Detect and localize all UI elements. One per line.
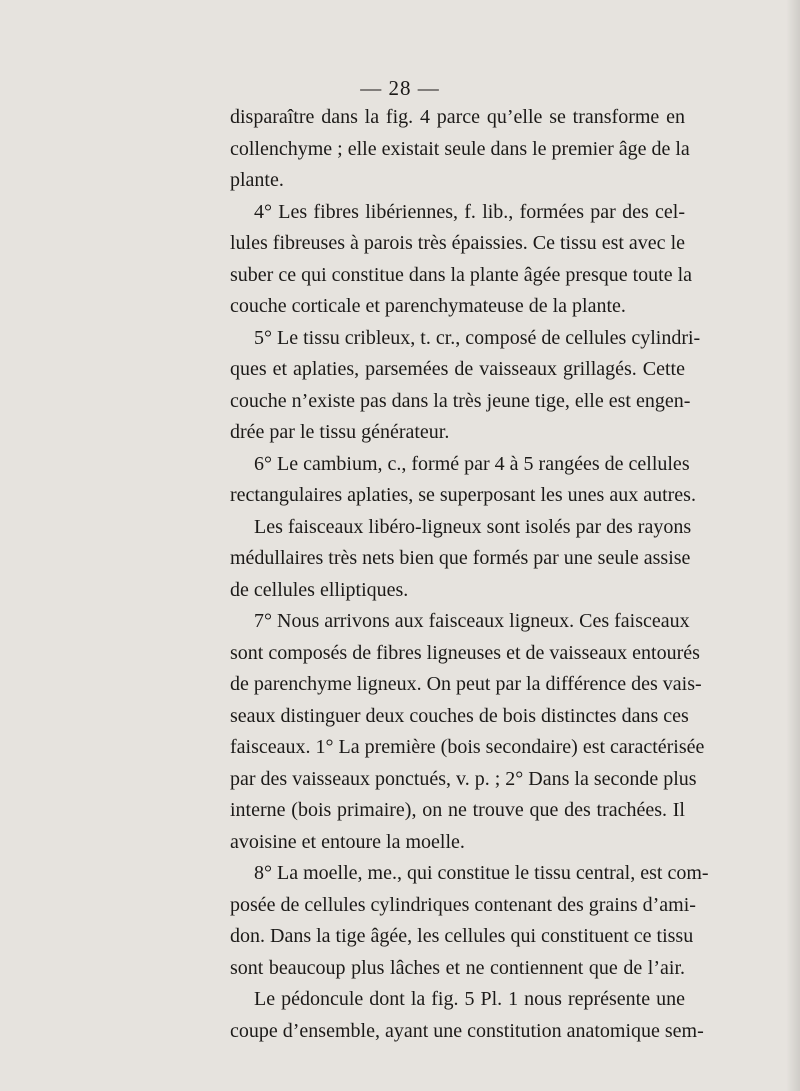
text-line: 7° Nous arrivons aux faisceaux ligneux. Ces faisceaux bbox=[254, 610, 690, 632]
text-line: disparaître dans la fig. 4 parce qu’elle se transforme en bbox=[230, 106, 685, 128]
text-line: de parenchyme ligneux. On peut par la différence des vais- bbox=[230, 673, 702, 695]
text-line: de cellules elliptiques. bbox=[230, 578, 409, 601]
text-line: sont beaucoup plus lâches et ne contiennent que de l’air. bbox=[230, 956, 685, 979]
text-line: par des vaisseaux ponctués, v. p. ; 2° Dans la seconde plus bbox=[230, 767, 697, 790]
text-line: 5° Le tissu cribleux, t. cr., composé de cellules cylindri- bbox=[254, 326, 701, 349]
text-line: don. Dans la tige âgée, les cellules qui constituent ce tissu bbox=[230, 925, 694, 947]
text-line: 6° Le cambium, c., formé par 4 à 5 rangées de cellules bbox=[254, 452, 690, 475]
text-line: couche n’existe pas dans la très jeune tige, elle est engen- bbox=[230, 389, 691, 412]
text-line: drée par le tissu générateur. bbox=[230, 421, 450, 443]
text-line: Le pédoncule dont la fig. 5 Pl. 1 nous représente une bbox=[254, 988, 685, 1010]
text-line: posée de cellules cylindriques contenant des grains d’ami- bbox=[230, 893, 696, 916]
text-line: coupe d’ensemble, ayant une constitution anatomique sem- bbox=[230, 1019, 704, 1042]
body-text bbox=[230, 102, 709, 1047]
text-line: collenchyme ; elle existait seule dans le premier âge de la bbox=[230, 137, 690, 160]
text-line: médullaires très nets bien que formés par une seule assise bbox=[230, 547, 691, 569]
text-line: Les faisceaux libéro-ligneux sont isolés par des rayons bbox=[254, 515, 692, 538]
text-line: 4° Les fibres libériennes, f. lib., formées par des cel- bbox=[254, 200, 685, 223]
text-line: plante. bbox=[230, 169, 284, 191]
text-line: sont composés de fibres ligneuses et de vaisseaux entourés bbox=[230, 641, 700, 664]
text-line: lules fibreuses à parois très épaissies. Ce tissu est avec le bbox=[230, 232, 685, 254]
text-line: faisceaux. 1° La première (bois secondaire) est caractérisée bbox=[230, 736, 705, 758]
text-line: avoisine et entoure la moelle. bbox=[230, 830, 465, 853]
text-line: interne (bois primaire), on ne trouve que des trachées. Il bbox=[230, 799, 685, 821]
text-line: rectangulaires aplaties, se superposant les unes aux autres. bbox=[230, 484, 696, 506]
page-number: — 28 — bbox=[360, 76, 440, 100]
text-line: seaux distinguer deux couches de bois distinctes dans ces bbox=[230, 704, 689, 727]
text-line: ques et aplaties, parsemées de vaisseaux grillagés. Cette bbox=[230, 358, 685, 380]
text-line: couche corticale et parenchymateuse de la plante. bbox=[230, 295, 626, 317]
text-line: 8° La moelle, me., qui constitue le tissu central, est com- bbox=[254, 862, 709, 884]
page-edge-shadow bbox=[786, 0, 800, 1091]
text-line: suber ce qui constitue dans la plante âgée presque toute la bbox=[230, 263, 693, 286]
